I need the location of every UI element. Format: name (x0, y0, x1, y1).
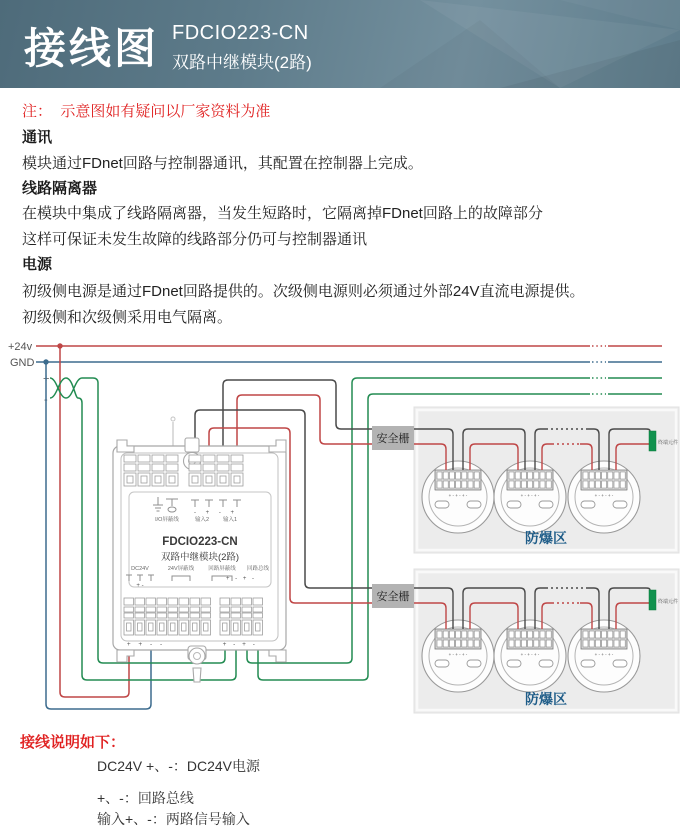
io-shield-label: I/O屏蔽线 (155, 517, 179, 523)
detectors-zone-1 (422, 461, 640, 533)
eol-label: 终端元件 (658, 440, 679, 446)
loopbus-polarity-marks: + - + - (225, 576, 257, 582)
section-line: 初级侧电源是通过FDnet回路提供的。次级侧电源则必须通过外部24V直流电源提供。 (22, 283, 585, 300)
bottom-right-polarity-marks: + - + - (222, 641, 258, 648)
module-model-text: FDCIO223-CN (162, 536, 238, 548)
detector-terminal-marks: + - + - + - (448, 493, 468, 498)
detector-terminal-marks: + - + - + - (520, 652, 540, 657)
eol-label: 终端元件 (658, 599, 679, 605)
safety-barrier-2 (372, 584, 414, 608)
wire-input1-black (223, 380, 372, 452)
dc24v-label: DC24V (131, 566, 149, 572)
legend-item-input: 输入+、-：两路信号输入 (97, 811, 250, 827)
module-name-text: 双路中继模块(2路) (160, 552, 240, 563)
legend-item-dc24v: DC24V +、-：DC24V电源 (97, 758, 260, 774)
module-bottom-terminals (124, 598, 263, 635)
bottom-mount-hole (189, 648, 205, 664)
zone1-label: 防爆区 (525, 530, 567, 546)
input1-label: 输入1 (222, 517, 238, 523)
section-line: 初级侧和次级侧采用电气隔离。 (22, 309, 233, 326)
model-number: FDCIO223-CN (172, 22, 309, 44)
input-polarity-marks: - + - + (193, 510, 239, 516)
label-loop-plus: + (43, 373, 50, 385)
section-heading-isolator: 线路隔离器 (22, 180, 98, 197)
label-gnd: GND (10, 357, 35, 369)
zone2-label: 防爆区 (525, 691, 567, 707)
label-loop-minus: - (44, 394, 48, 406)
loopshield-label: 回路屏蔽线 (208, 566, 236, 572)
legend-title: 接线说明如下： (20, 734, 126, 751)
safety-barrier-label: 安全栅 (376, 591, 410, 603)
detectors-zone-2 (422, 620, 640, 692)
detector-terminal-marks: + - + - + - (520, 493, 540, 498)
shield24-label: 24V屏蔽线 (167, 566, 195, 572)
note-text: 注： 示意图如有疑问以厂家资料为准 (22, 103, 271, 120)
section-line: 模块通过FDnet回路与控制器通讯，其配置在控制器上完成。 (22, 155, 423, 172)
section-heading-power: 电源 (22, 256, 53, 273)
bottom-left-polarity-marks: + + - - (126, 641, 166, 648)
section-heading-comm: 通讯 (22, 129, 53, 146)
detector-terminal-marks: + - + - + - (594, 652, 614, 657)
input2-label: 输入2 (194, 517, 210, 523)
bus-24v (36, 343, 662, 348)
loopbus-label: 回路总线 (246, 566, 270, 572)
label-24v: +24v (8, 341, 33, 353)
section-line: 在模块中集成了线路隔离器，当发生短路时，它隔离掉FDnet回路上的故障部分 (22, 205, 543, 222)
safety-barrier-label: 安全栅 (376, 433, 410, 445)
detector-terminal-marks: + - + - + - (448, 652, 468, 657)
page-title: 接线图 (24, 25, 160, 72)
dc-polarity-marks: + - (136, 583, 144, 589)
bus-gnd (36, 359, 662, 364)
safety-barrier-1 (372, 426, 414, 450)
relay-module (113, 417, 286, 682)
section-line: 这样可保证未发生故障的线路部分仍可与控制器通讯 (22, 231, 368, 248)
detector-terminal-marks: + - + - + - (594, 493, 614, 498)
model-subtitle: 双路中继模块(2路) (172, 53, 312, 72)
legend-item-loop: +、-：回路总线 (97, 790, 194, 806)
